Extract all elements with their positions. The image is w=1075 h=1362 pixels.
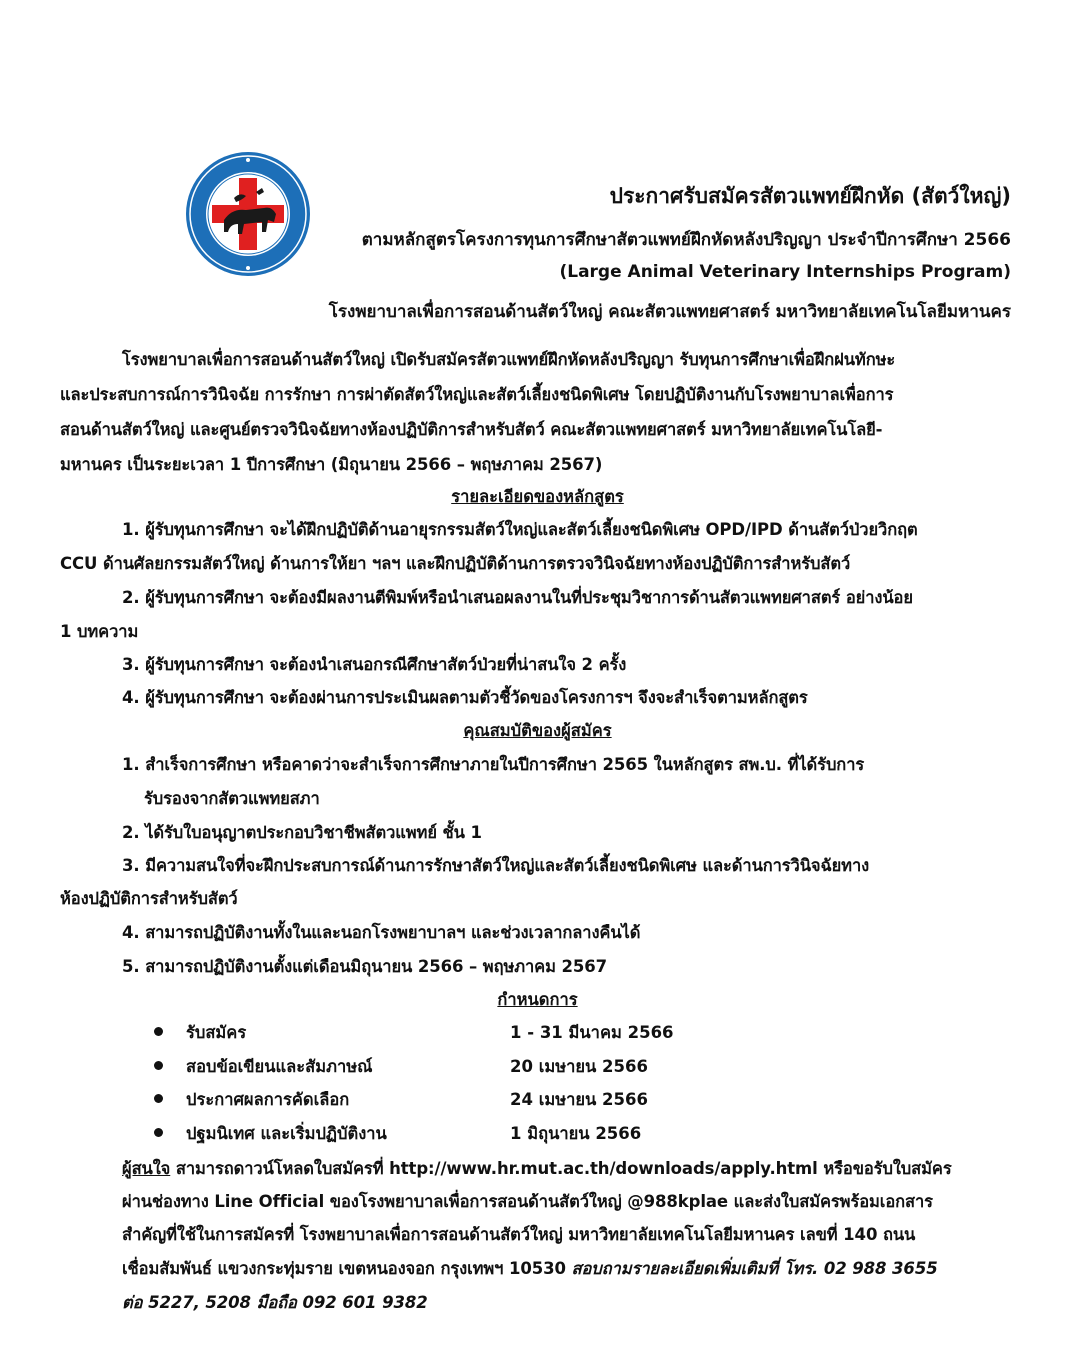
bullet-icon bbox=[154, 1094, 163, 1103]
contact-phone-text: สอบถามรายละเอียดเพิ่มเติมที่ โทร. 02 988 3655 bbox=[571, 1259, 938, 1278]
intro-line: สอนด้านสัตว์ใหญ่ และศูนย์ตรวจวินิจฉัยทางห้องปฏิบัติการสำหรับสัตว์ คณะสัตวแพทยศาสตร์ มหาวิทยาลัยเทคโนโลยี- bbox=[60, 420, 883, 439]
header-hospital-line: โรงพยาบาลเพื่อการสอนด้านสัตว์ใหญ่ คณะสัตวแพทยศาสตร์ มหาวิทยาลัยเทคโนโลยีมหานคร bbox=[328, 302, 1011, 322]
curriculum-line: 3. ผู้รับทุนการศึกษา จะต้องนำเสนอกรณีศึกษาสัตว์ป่วยที่น่าสนใจ 2 ครั้ง bbox=[122, 655, 627, 674]
contact-line: ผ่านช่องทาง Line Official ของโรงพยาบาลเพื่อการสอนด้านสัตว์ใหญ่ @988kplae และส่งใบสมัครพร้อมเอกสาร bbox=[122, 1192, 933, 1211]
qualification-line: 1. สำเร็จการศึกษา หรือคาดว่าจะสำเร็จการศึกษาภายในปีการศึกษา 2565 ในหลักสูตร สพ.บ. ที่ได้รับการ bbox=[122, 755, 865, 774]
header-english-line: (Large Animal Veterinary Internships Program) bbox=[559, 262, 1011, 282]
intro-line: โรงพยาบาลเพื่อการสอนด้านสัตว์ใหญ่ เปิดรับสมัครสัตวแพทย์ฝึกหัดหลังปริญญา รับทุนการศึกษาเพื่อฝึกฝนทักษะ bbox=[122, 350, 896, 369]
contact-line bbox=[122, 1256, 938, 1282]
schedule-item-date: 20 เมษายน 2566 bbox=[510, 1057, 648, 1076]
schedule-item-date: 24 เมษายน 2566 bbox=[510, 1090, 648, 1109]
bullet-icon bbox=[154, 1061, 163, 1070]
qualification-line: 5. สามารถปฏิบัติงานตั้งแต่เดือนมิถุนายน 2566 – พฤษภาคม 2567 bbox=[122, 957, 608, 976]
header-program-line: ตามหลักสูตรโครงการทุนการศึกษาสัตวแพทย์ฝึกหัดหลังปริญญา ประจำปีการศึกษา 2566 bbox=[361, 230, 1011, 250]
qualification-line: รับรองจากสัตวแพทยสภา bbox=[144, 789, 320, 808]
hospital-logo bbox=[184, 150, 312, 278]
qualification-line: 4. สามารถปฏิบัติงานทั้งในและนอกโรงพยาบาลฯ และช่วงเวลากลางคืนได้ bbox=[122, 923, 641, 942]
contact-download-text: สามารถดาวน์โหลดใบสมัครที่ http://www.hr.mut.ac.th/downloads/apply.html หรือขอรับใบสมัคร bbox=[170, 1159, 952, 1178]
schedule-item-label: ปฐมนิเทศ และเริ่มปฏิบัติงาน bbox=[186, 1124, 387, 1143]
bullet-icon bbox=[154, 1128, 163, 1137]
curriculum-line: 2. ผู้รับทุนการศึกษา จะต้องมีผลงานตีพิมพ์หรือนำเสนอผลงานในที่ประชุมวิชาการด้านสัตวแพทยศาสตร์ อย่างน้อย bbox=[122, 588, 913, 607]
curriculum-heading: รายละเอียดของหลักสูตร bbox=[451, 487, 624, 506]
schedule-item-date: 1 - 31 มีนาคม 2566 bbox=[510, 1023, 674, 1042]
bullet-icon bbox=[154, 1027, 163, 1036]
contact-lead: ผู้สนใจ bbox=[122, 1159, 171, 1178]
qualification-line: 3. มีความสนใจที่จะฝึกประสบการณ์ด้านการรักษาสัตว์ใหญ่และสัตว์เลี้ยงชนิดพิเศษ และด้านการวินิจฉัยทาง bbox=[122, 856, 870, 875]
contact-address: เชื่อมสัมพันธ์ แขวงกระทุ่มราย เขตหนองจอก กรุงเทพฯ 10530 bbox=[122, 1259, 572, 1278]
curriculum-line: 4. ผู้รับทุนการศึกษา จะต้องผ่านการประเมินผลตามตัวชี้วัดของโครงการฯ จึงจะสำเร็จตามหลักสูตร bbox=[122, 688, 808, 707]
page-title: ประกาศรับสมัครสัตวแพทย์ฝึกหัด (สัตว์ใหญ่) bbox=[609, 184, 1011, 208]
schedule-item-date: 1 มิถุนายน 2566 bbox=[510, 1124, 642, 1143]
contact-line bbox=[122, 1156, 952, 1182]
contact-extension-line: ต่อ 5227, 5208 มือถือ 092 601 9382 bbox=[122, 1293, 428, 1312]
curriculum-line: 1 บทความ bbox=[60, 622, 139, 641]
schedule-heading: กำหนดการ bbox=[497, 990, 578, 1009]
intro-line: มหานคร เป็นระยะเวลา 1 ปีการศึกษา (มิถุนายน 2566 – พฤษภาคม 2567) bbox=[60, 455, 603, 474]
schedule-item-label: สอบข้อเขียนและสัมภาษณ์ bbox=[186, 1057, 373, 1076]
schedule-item-label: รับสมัคร bbox=[186, 1023, 247, 1042]
curriculum-line: CCU ด้านศัลยกรรมสัตว์ใหญ่ ด้านการให้ยา ฯลฯ และฝึกปฏิบัติด้านการตรวจวินิจฉัยทางห้องปฏิบัติการสำหรับสัตว์ bbox=[60, 554, 851, 573]
qualifications-heading: คุณสมบัติของผู้สมัคร bbox=[463, 721, 612, 740]
intro-line: และประสบการณ์การวินิจฉัย การรักษา การผ่าตัดสัตว์ใหญ่และสัตว์เลี้ยงชนิดพิเศษ โดยปฏิบัติงานกับโรงพยาบาลเพื่อการ bbox=[60, 385, 894, 404]
curriculum-line: 1. ผู้รับทุนการศึกษา จะได้ฝึกปฏิบัติด้านอายุรกรรมสัตว์ใหญ่และสัตว์เลี้ยงชนิดพิเศษ OPD/IPD ด้านสัตว์ป่วยวิกฤต bbox=[122, 520, 918, 539]
contact-line: สำคัญที่ใช้ในการสมัครที่ โรงพยาบาลเพื่อการสอนด้านสัตว์ใหญ่ มหาวิทยาลัยเทคโนโลยีมหานคร เลขที่ 140 ถนน bbox=[122, 1225, 916, 1244]
qualification-line: ห้องปฏิบัติการสำหรับสัตว์ bbox=[60, 889, 238, 908]
qualification-line: 2. ได้รับใบอนุญาตประกอบวิชาชีพสัตวแพทย์ ชั้น 1 bbox=[122, 823, 482, 842]
schedule-item-label: ประกาศผลการคัดเลือก bbox=[186, 1090, 350, 1109]
